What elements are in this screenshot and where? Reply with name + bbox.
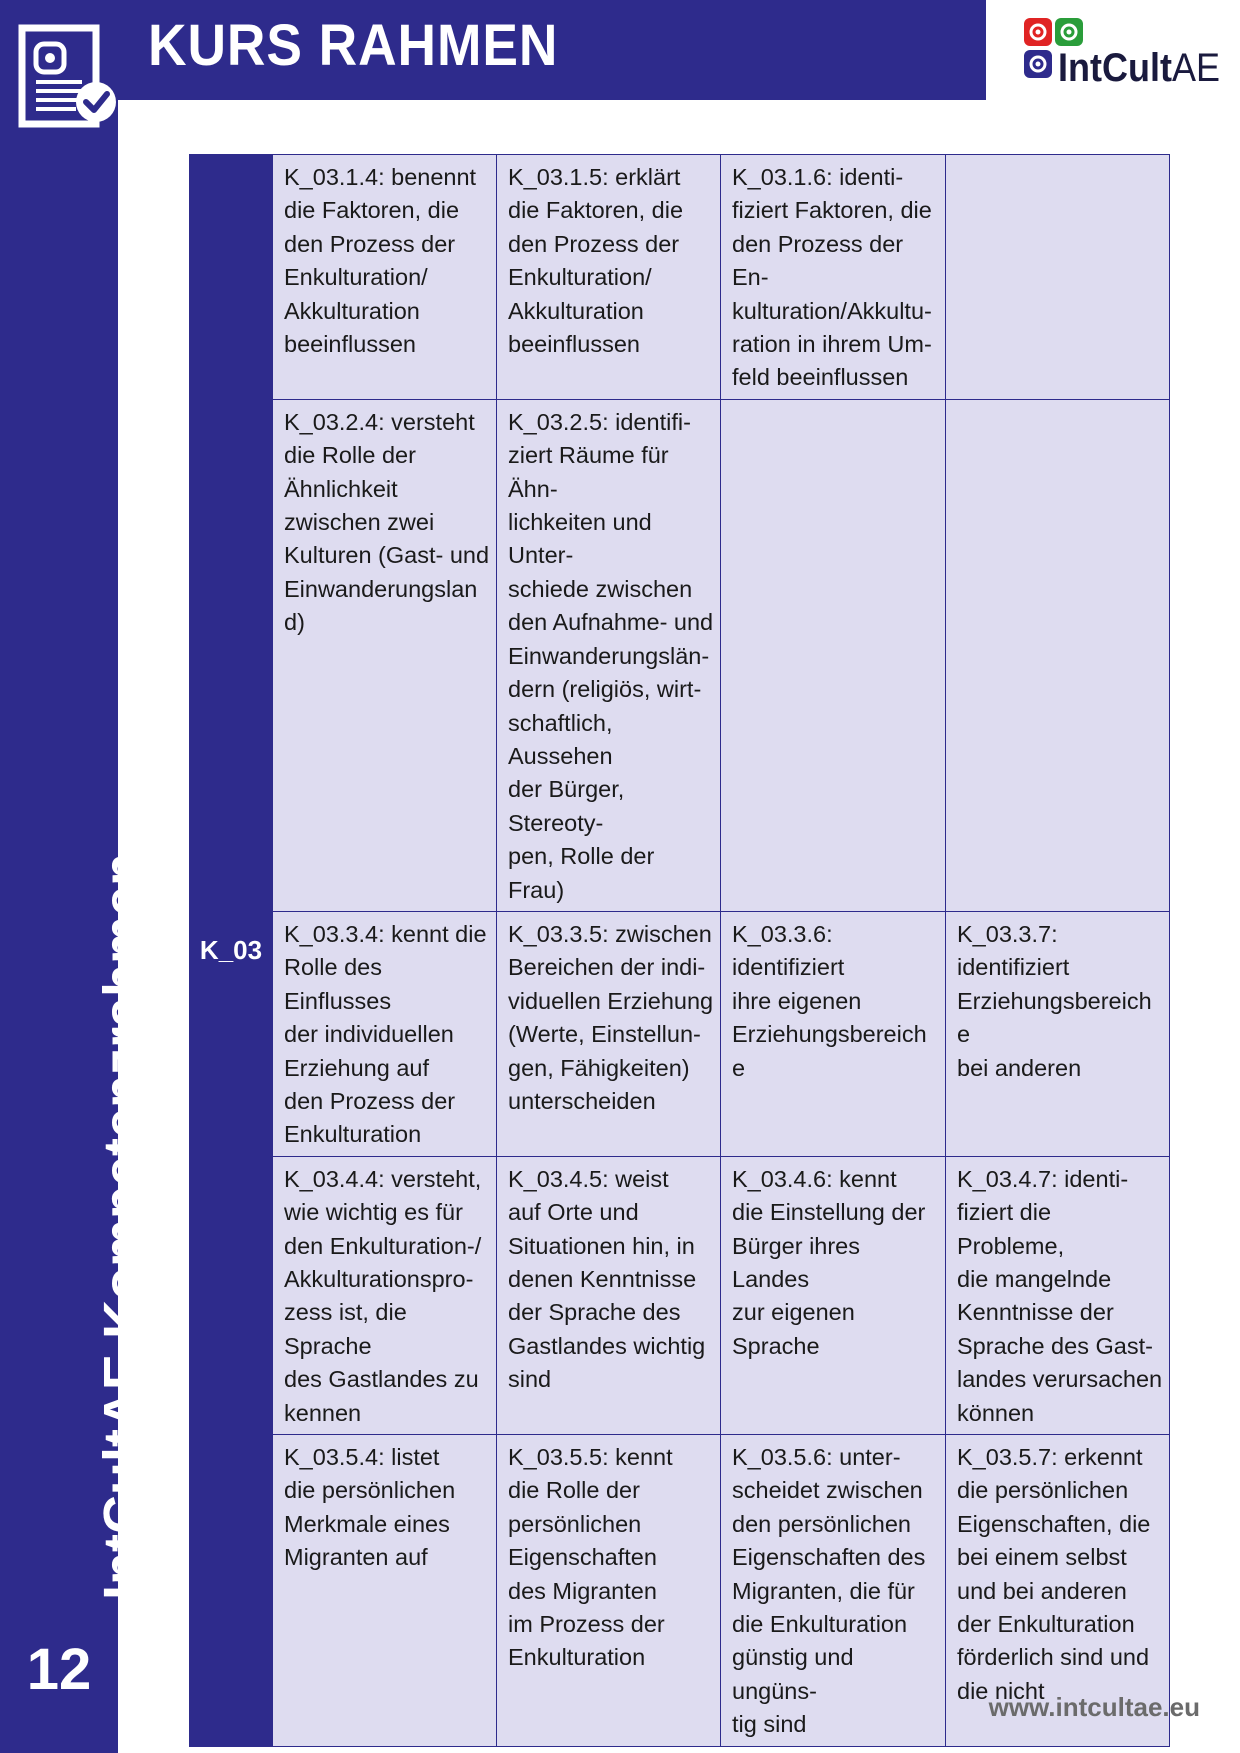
table-cell: K_03.1.4: benennt die Faktoren, die den Prozess der Enkulturation/ Akkulturation beeinflussen	[273, 155, 497, 400]
table-cell: K_03.5.5: kennt die Rolle der persönlichen Eigenschaften des Migranten im Prozess der Enkulturation	[497, 1435, 721, 1747]
logo-blue-square-icon	[1024, 50, 1052, 78]
table-row	[190, 155, 1170, 400]
table-cell: K_03.4.7: identi- fiziert die Probleme, die mangelnde Kenntnisse der Sprache des Gast- landes verursachen können	[946, 1156, 1170, 1434]
website-link[interactable]: www.intcultae.eu	[988, 1692, 1200, 1722]
table-cell: K_03.2.5: identifi- ziert Räume für Ähn- lichkeiten und Unter- schiede zwischen den Aufnahme- und Einwanderungslän- dern (religiös, wirt- schaftlich, Aussehen der Bürger, Stereoty- pen, Rolle der Frau)	[497, 399, 721, 911]
table-cell: K_03.1.5: erklärt die Faktoren, die den Prozess der Enkulturation/ Akkulturation beeinflussen	[497, 155, 721, 400]
row-label: K_03	[190, 155, 273, 1747]
logo-red-square-icon	[1024, 18, 1052, 46]
table-row	[190, 399, 1170, 911]
competence-table	[189, 154, 1170, 1747]
table-cell: K_03.3.7: identifiziert Erziehungsbereiche bei anderen	[946, 911, 1170, 1156]
table-cell: K_03.5.4: listet die persönlichen Merkmale eines Migranten auf	[273, 1435, 497, 1747]
table-cell	[946, 399, 1170, 911]
table-cell: K_03.2.4: versteht die Rolle der Ähnlichkeit zwischen zwei Kulturen (Gast- und Einwanderungsland)	[273, 399, 497, 911]
table-cell	[946, 155, 1170, 400]
table-cell: K_03.3.4: kennt die Rolle des Einflusses der individuellen Erziehung auf den Prozess der Enkulturation	[273, 911, 497, 1156]
table-cell: K_03.1.6: identi- fiziert Faktoren, die den Prozess der En- kulturation/Akkultu- ration in ihrem Um- feld beeinflussen	[721, 155, 946, 400]
table-cell: K_03.3.6: identifiziert ihre eigenen Erziehungsbereiche	[721, 911, 946, 1156]
table-row	[190, 1156, 1170, 1434]
sidebar-vertical-title: IntCultAE Kompetenzrahmen	[93, 852, 153, 1600]
logo-green-square-icon	[1055, 18, 1083, 46]
table-cell: K_03.5.7: erkennt die persönlichen Eigenschaften, die bei einem selbst und bei anderen der Enkulturation förderlich sind und die nicht	[946, 1435, 1170, 1747]
page-number: 12	[26, 1637, 92, 1702]
table-cell: K_03.4.4: versteht, wie wichtig es für den Enkulturation-/ Akkulturationspro- zess ist, die Sprache des Gastlandes zu kennen	[273, 1156, 497, 1434]
table-row	[190, 911, 1170, 1156]
table-cell: K_03.4.6: kennt die Einstellung der Bürger ihres Landes zur eigenen Sprache	[721, 1156, 946, 1434]
logo-text: IntCultAE	[1058, 46, 1220, 90]
table-cell	[721, 399, 946, 911]
table-cell: K_03.5.6: unter- scheidet zwischen den persönlichen Eigenschaften des Migranten, die für die Enkulturation günstig und ungüns- tig sind	[721, 1435, 946, 1747]
document-check-icon	[18, 24, 118, 132]
page-title: KURS RAHMEN	[148, 13, 559, 78]
intcultae-logo	[1024, 18, 1220, 90]
table-cell: K_03.4.5: weist auf Orte und Situationen hin, in denen Kenntnisse der Sprache des Gastlandes wichtig sind	[497, 1156, 721, 1434]
table-cell: K_03.3.5: zwischen Bereichen der indi- viduellen Erziehung (Werte, Einstellun- gen, Fähigkeiten) unterscheiden	[497, 911, 721, 1156]
